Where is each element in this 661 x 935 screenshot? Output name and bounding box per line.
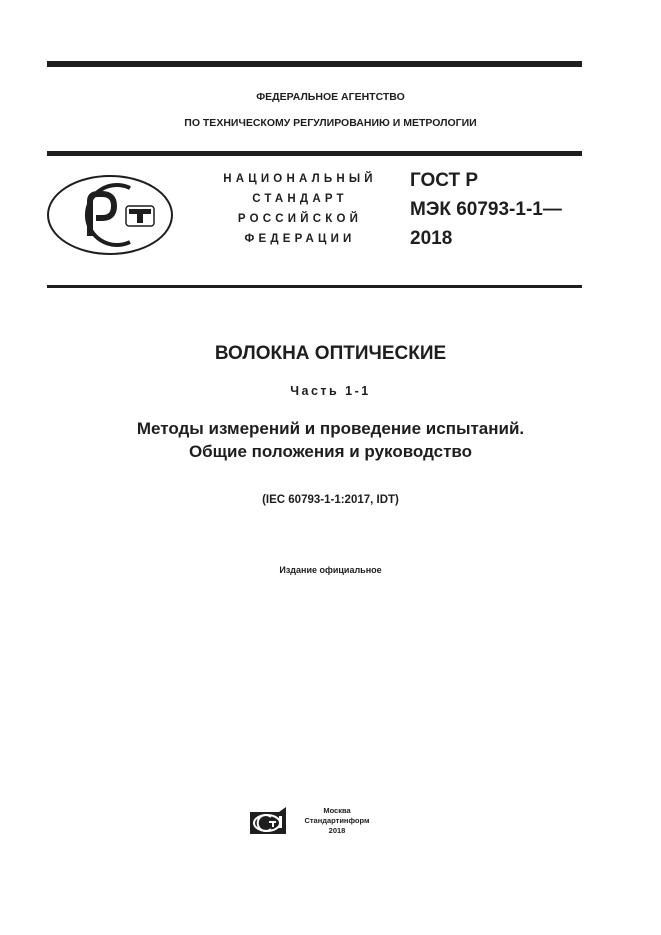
document-subtitle-line1: Методы измерений и проведение испытаний. bbox=[136, 419, 525, 438]
standard-designation-line: МЭК 60793-1-1— bbox=[410, 199, 562, 220]
publisher-name: Стандартинформ bbox=[304, 816, 370, 825]
national-standard-line: НАЦИОНАЛЬНЫЙ bbox=[223, 173, 377, 185]
agency-name-line1: ФЕДЕРАЛЬНОЕ АГЕНТСТВО bbox=[256, 91, 405, 103]
national-standard-line: РОССИЙСКОЙ bbox=[237, 213, 363, 225]
rst-logo-icon bbox=[46, 174, 174, 256]
publisher-year: 2018 bbox=[328, 826, 346, 835]
national-standard-line: ФЕДЕРАЦИИ bbox=[244, 233, 356, 245]
edition-label: Издание официальное bbox=[279, 565, 382, 575]
document-title: ВОЛОКНА ОПТИЧЕСКИЕ bbox=[214, 343, 447, 364]
middle-rule bbox=[47, 151, 582, 156]
standard-designation-line: 2018 bbox=[410, 228, 453, 249]
national-standard-line: СТАНДАРТ bbox=[252, 193, 348, 205]
bottom-rule bbox=[47, 285, 582, 288]
agency-name-line2: ПО ТЕХНИЧЕСКОМУ РЕГУЛИРОВАНИЮ И МЕТРОЛОГИИ bbox=[184, 117, 477, 129]
publisher-city: Москва bbox=[323, 806, 351, 815]
standartinform-logo-icon bbox=[249, 806, 287, 835]
document-subtitle-line2: Общие положения и руководство bbox=[188, 442, 473, 461]
document-part: Часть 1-1 bbox=[290, 384, 371, 398]
top-rule bbox=[47, 61, 582, 67]
iec-equivalence: (IEC 60793-1-1:2017, IDT) bbox=[262, 494, 399, 506]
standard-designation-line: ГОСТ Р bbox=[410, 170, 479, 191]
